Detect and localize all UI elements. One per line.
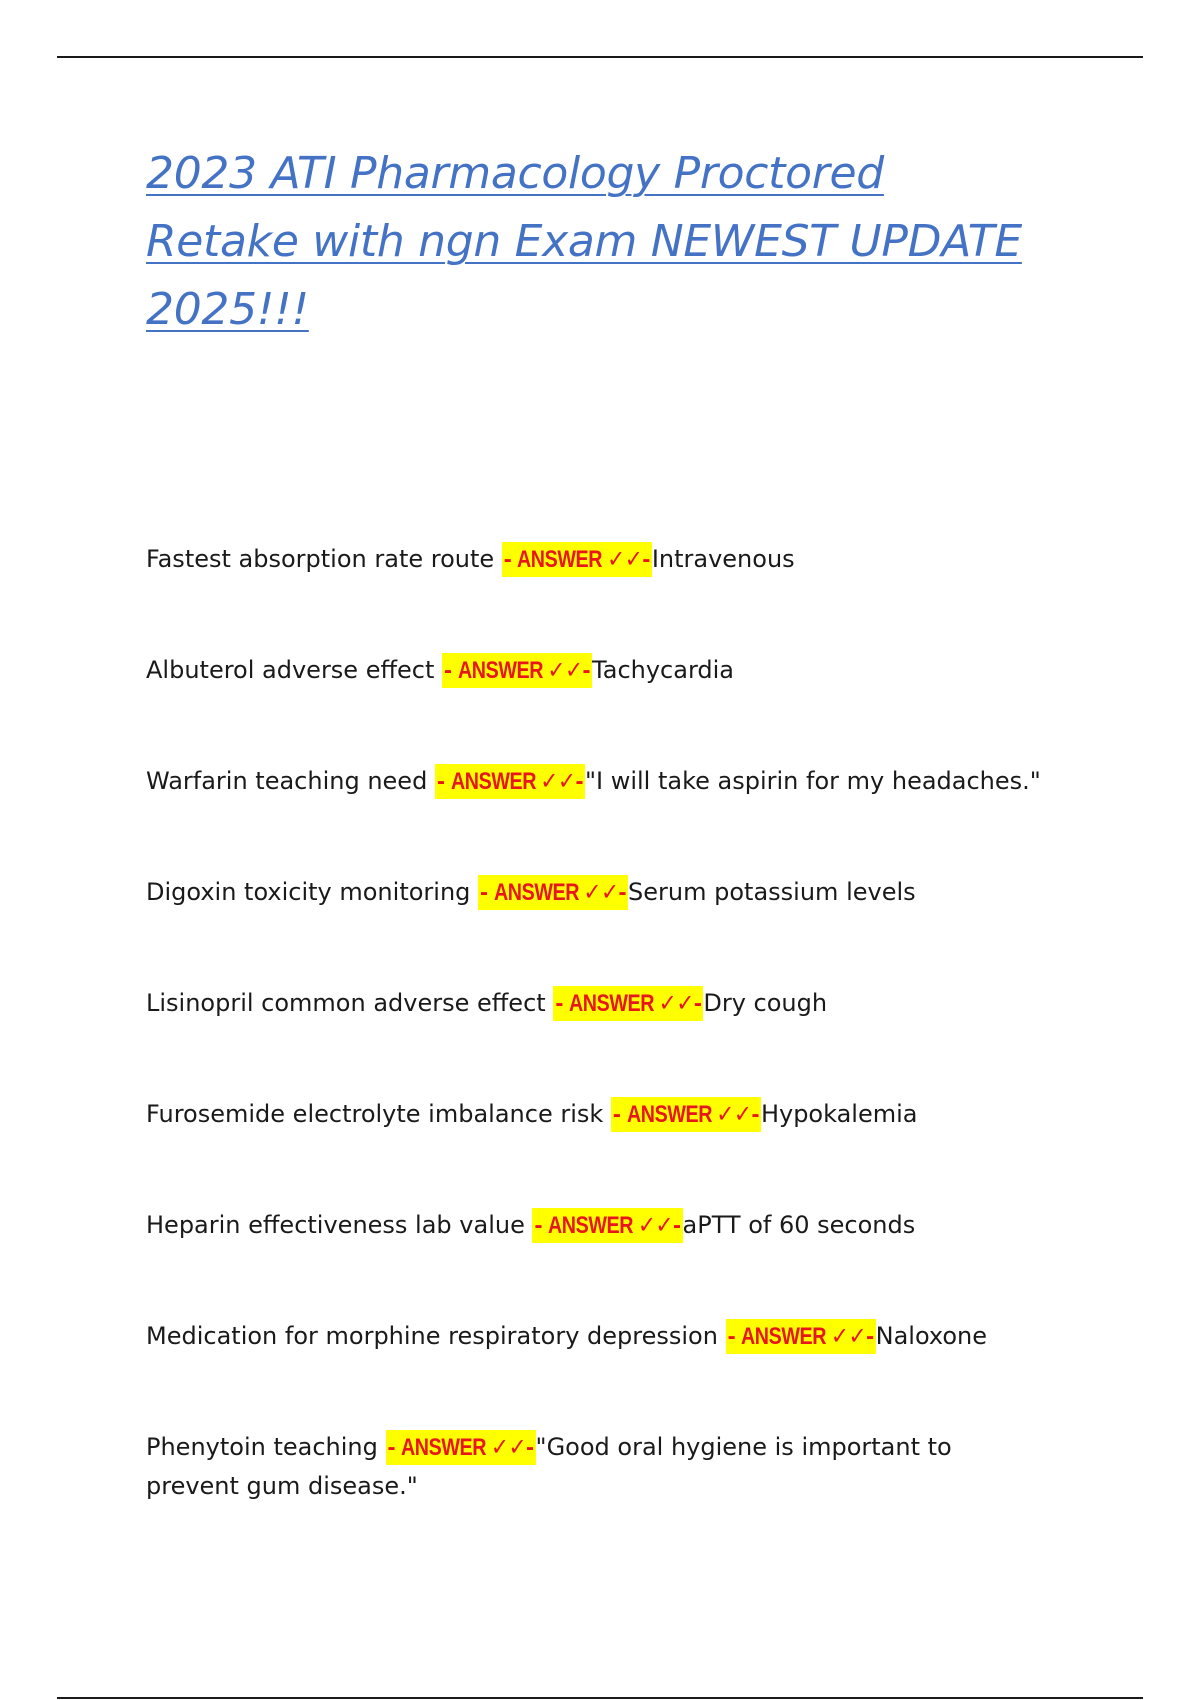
top-divider bbox=[57, 56, 1143, 58]
answer-text: Hypokalemia bbox=[760, 1100, 918, 1128]
answer-text: Dry cough bbox=[703, 989, 828, 1017]
checkmark-icon: ✓✓ bbox=[547, 656, 583, 684]
question-text: Lisinopril common adverse effect bbox=[146, 989, 554, 1017]
answer-text: Tachycardia bbox=[592, 656, 735, 684]
qa-item bbox=[146, 762, 1046, 873]
answer-label: ANSWER bbox=[626, 1101, 712, 1128]
answer-text: Naloxone bbox=[875, 1322, 988, 1350]
answer-marker: - ANSWER ✓✓- bbox=[502, 542, 652, 577]
qa-item bbox=[146, 984, 1046, 1095]
checkmark-icon: ✓✓ bbox=[607, 545, 643, 573]
answer-label: ANSWER bbox=[450, 768, 536, 795]
question-text: Warfarin teaching need bbox=[146, 767, 435, 795]
bottom-divider bbox=[57, 1697, 1143, 1699]
qa-item bbox=[146, 1095, 1046, 1206]
answer-label: ANSWER bbox=[493, 879, 579, 906]
answer-text: "I will take aspirin for my headaches." bbox=[584, 767, 1041, 795]
question-text: Fastest absorption rate route bbox=[146, 545, 502, 573]
answer-marker: - ANSWER ✓✓- bbox=[611, 1097, 761, 1132]
answer-marker: - ANSWER ✓✓- bbox=[435, 764, 585, 799]
answer-label: ANSWER bbox=[401, 1434, 487, 1461]
question-text: Heparin effectiveness lab value bbox=[146, 1211, 533, 1239]
answer-marker: - ANSWER ✓✓- bbox=[726, 1319, 876, 1354]
checkmark-icon: ✓✓ bbox=[716, 1100, 752, 1128]
checkmark-icon: ✓✓ bbox=[637, 1211, 674, 1239]
checkmark-icon: ✓✓ bbox=[490, 1433, 527, 1461]
answer-text: aPTT of 60 seconds bbox=[682, 1211, 916, 1239]
checkmark-icon: ✓✓ bbox=[658, 989, 694, 1017]
question-text: Albuterol adverse effect bbox=[146, 656, 443, 684]
question-text: Medication for morphine respiratory depression bbox=[146, 1322, 726, 1350]
checkmark-icon: ✓✓ bbox=[540, 767, 576, 795]
question-text: Furosemide electrolyte imbalance risk bbox=[146, 1100, 611, 1128]
answer-label: ANSWER bbox=[517, 546, 603, 573]
answer-label: ANSWER bbox=[568, 990, 654, 1017]
qa-item bbox=[146, 1206, 1046, 1317]
qa-list bbox=[146, 540, 1046, 1505]
question-text: Phenytoin teaching bbox=[146, 1433, 386, 1461]
answer-label: ANSWER bbox=[741, 1323, 827, 1350]
qa-item bbox=[146, 540, 1046, 651]
answer-label: ANSWER bbox=[548, 1212, 634, 1239]
answer-text: Serum potassium levels bbox=[628, 878, 916, 906]
answer-label: ANSWER bbox=[457, 657, 543, 684]
document-title: 2023 ATI Pharmacology Proctored Retake with ngn Exam NEWEST UPDATE 2025!!! bbox=[146, 148, 1022, 335]
answer-marker: - ANSWER ✓✓- bbox=[553, 986, 703, 1021]
qa-item bbox=[146, 873, 1046, 984]
answer-text: Intravenous bbox=[651, 545, 795, 573]
answer-marker: - ANSWER ✓✓- bbox=[478, 875, 628, 910]
checkmark-icon: ✓✓ bbox=[830, 1322, 867, 1350]
qa-item bbox=[146, 651, 1046, 762]
qa-item bbox=[146, 1317, 1046, 1428]
question-text: Digoxin toxicity monitoring bbox=[146, 878, 479, 906]
answer-marker: - ANSWER ✓✓- bbox=[386, 1430, 536, 1465]
answer-marker: - ANSWER ✓✓- bbox=[442, 653, 592, 688]
checkmark-icon: ✓✓ bbox=[583, 878, 619, 906]
answer-text: "Good oral hygiene is important to prevent gum disease." bbox=[146, 1433, 952, 1500]
answer-marker: - ANSWER ✓✓- bbox=[532, 1208, 682, 1243]
qa-item bbox=[146, 1428, 1046, 1505]
